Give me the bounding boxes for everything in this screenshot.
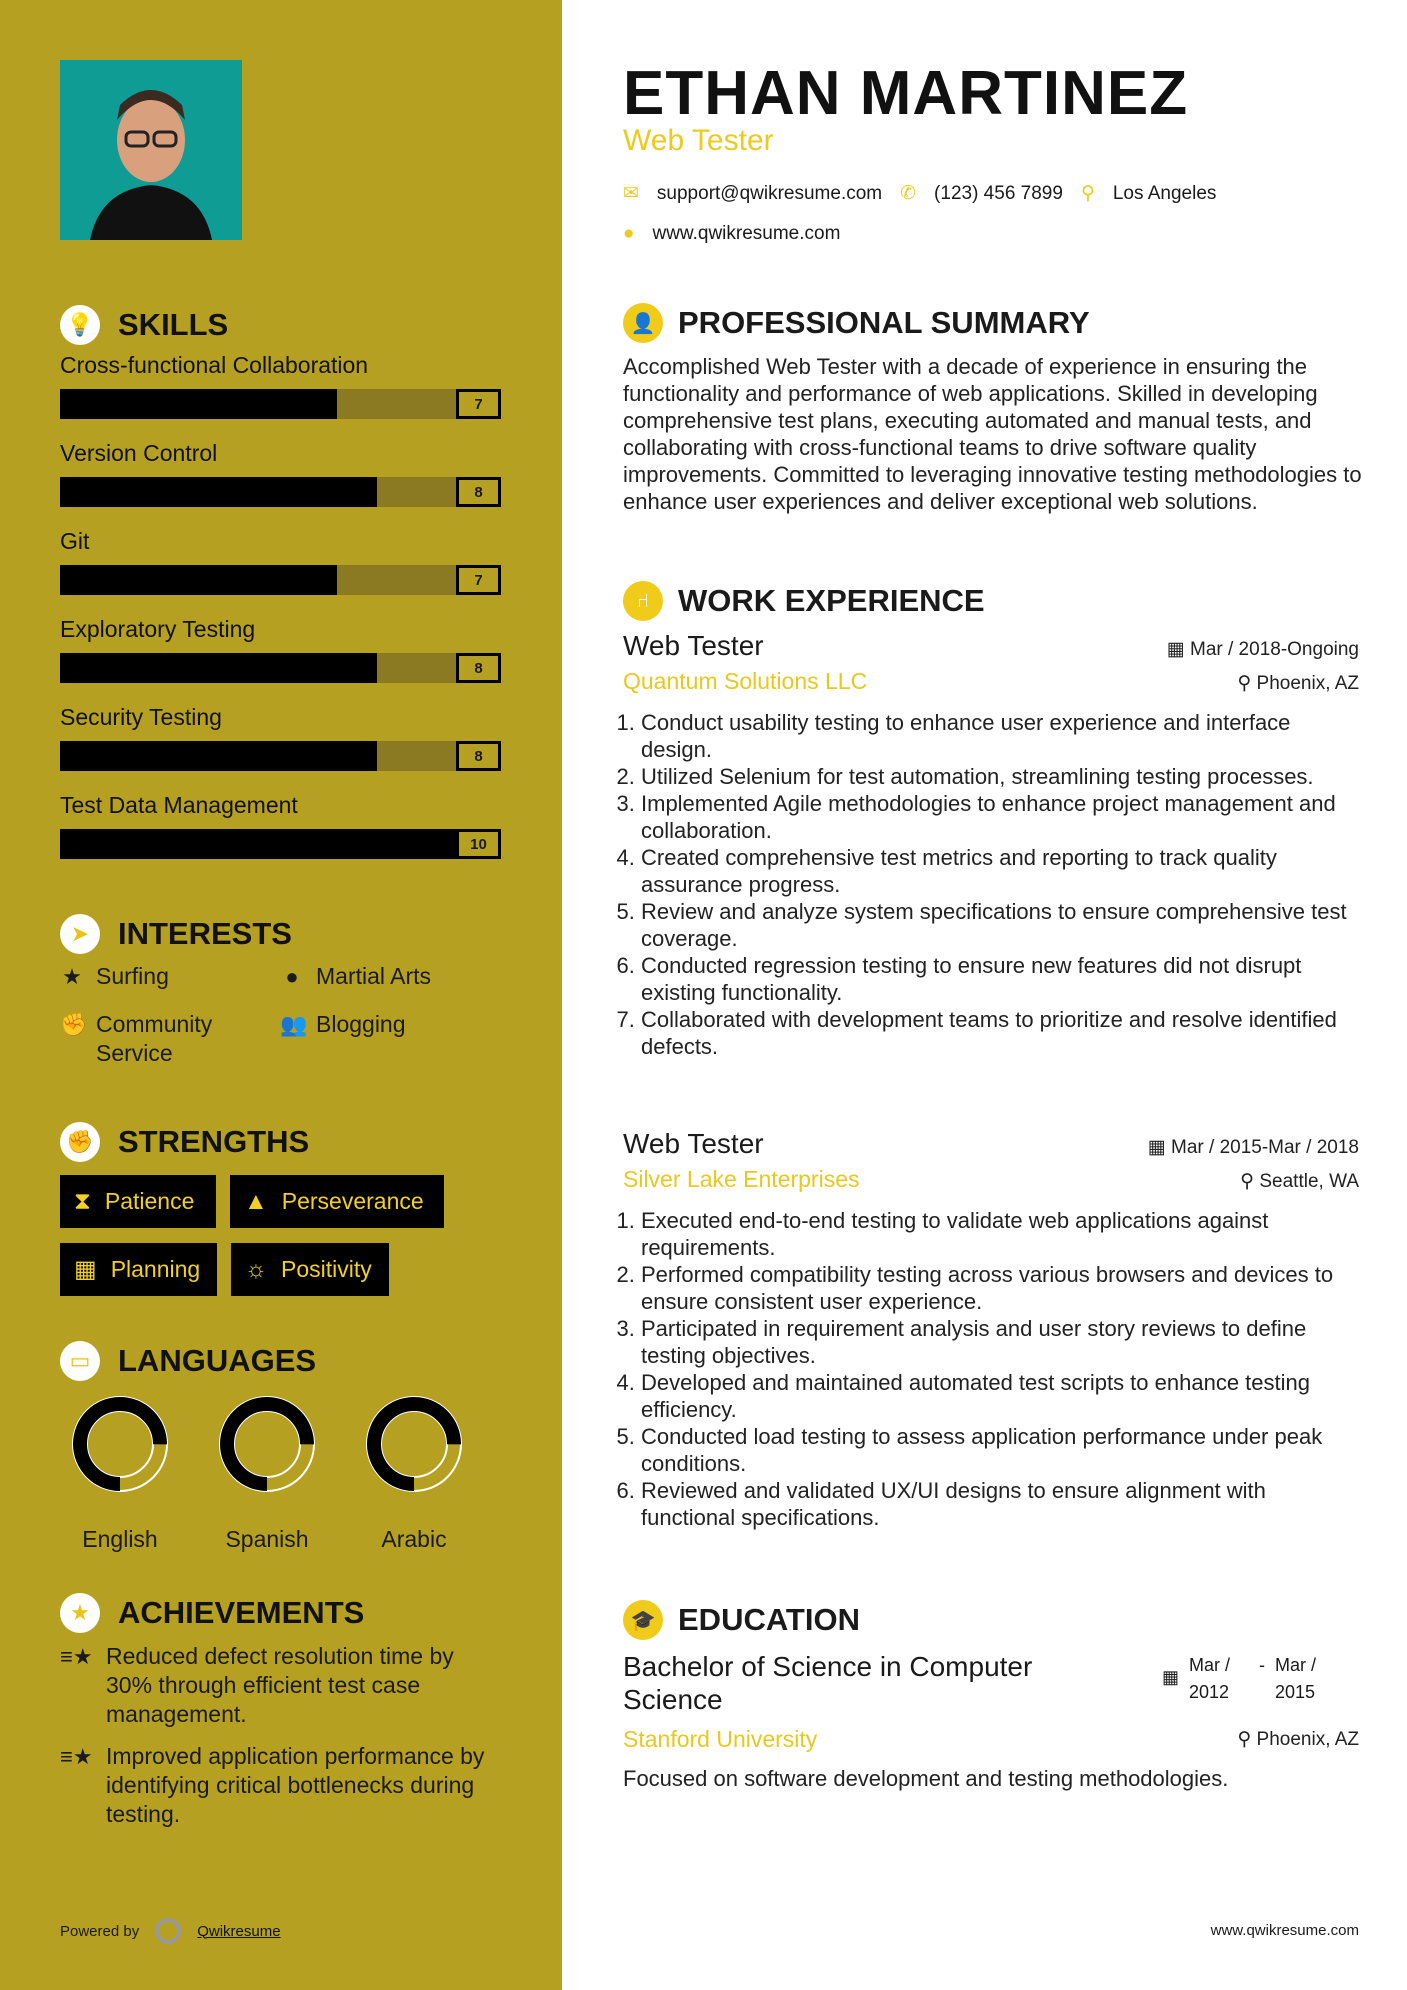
job-dates: Mar / 2018-Ongoing — [1190, 639, 1359, 660]
shooting-star-icon: ≡★ — [60, 1644, 93, 1669]
location-text: Los Angeles — [1112, 182, 1217, 204]
strength-tag: ⧗ Patience — [60, 1175, 216, 1228]
skill-bar — [60, 653, 501, 683]
education-location: ⚲ Phoenix, AZ — [1237, 1729, 1359, 1750]
skill-value: 7 — [456, 389, 501, 419]
road-icon: ▲ — [244, 1187, 268, 1215]
interest-item: ● Martial Arts — [280, 962, 480, 991]
job-bullets — [623, 1207, 1359, 1531]
achievement-item: ≡★ Reduced defect resolution time by 30% through efficient test case management. — [60, 1643, 454, 1727]
users-icon: 👥 — [280, 1012, 308, 1037]
skill-label: Test Data Management — [60, 792, 298, 818]
job-bullet: 1. Executed end-to-end testing to validate web applications against requirements. — [641, 1207, 1359, 1261]
footer-url[interactable]: www.qwikresume.com — [1210, 1922, 1359, 1939]
interests-heading: ➤ INTERESTS — [60, 914, 292, 954]
skill-label: Security Testing — [60, 704, 222, 730]
job-bullet: 3. Implemented Agile methodologies to enhance project management and collaboration. — [641, 790, 1359, 844]
skill-item — [60, 792, 501, 859]
job-bullet: 2. Performed compatibility testing across various browsers and devices to ensure consistent user experience. — [641, 1261, 1359, 1315]
education-description: Focused on software development and testing methodologies. — [623, 1766, 1229, 1791]
job-bullet: 3. Participated in requirement analysis and user story reviews to define testing objectives. — [641, 1315, 1359, 1369]
job-bullet: 5. Conducted load testing to assess application performance under peak conditions. — [641, 1423, 1359, 1477]
work-heading: ⑁ WORK EXPERIENCE — [623, 581, 1359, 621]
job-bullets — [623, 709, 1359, 1060]
language-item — [60, 1392, 180, 1553]
qwikresume-logo-icon — [155, 1918, 181, 1944]
job-bullet: 2. Utilized Selenium for test automation, streamlining testing processes. — [641, 763, 1359, 790]
strength-tag: ▦ Planning — [60, 1243, 217, 1296]
job-entry — [623, 630, 1359, 1060]
globe-icon: ● — [285, 964, 299, 989]
job-bullet: 6. Conducted regression testing to ensure new features did not disrupt existing functionality. — [641, 952, 1359, 1006]
language-donut — [60, 1392, 180, 1496]
job-bullet: 4. Created comprehensive test metrics and reporting to track quality assurance progress. — [641, 844, 1359, 898]
skill-item — [60, 352, 501, 419]
skill-item — [60, 440, 501, 507]
interest-item: ✊ Community Service — [60, 1011, 213, 1066]
skill-bar — [60, 829, 501, 859]
skill-item — [60, 528, 501, 595]
contact-row — [623, 182, 1359, 205]
job-bullet: 4. Developed and maintained automated test scripts to enhance testing efficiency. — [641, 1369, 1359, 1423]
lightbulb-icon: 💡 — [60, 305, 100, 345]
skill-bar-fill — [60, 741, 377, 771]
job-title: Web Tester — [623, 124, 774, 157]
envelope-icon: ✉ — [623, 183, 639, 204]
skill-bar-fill — [60, 477, 377, 507]
skill-bar-fill — [60, 389, 337, 419]
skill-value: 7 — [456, 565, 501, 595]
skill-label: Cross-functional Collaboration — [60, 352, 369, 378]
interest-item: 👥 Blogging — [280, 1011, 406, 1037]
chair-icon: ⑁ — [623, 581, 663, 621]
globe-icon: ● — [623, 223, 635, 244]
skill-label: Git — [60, 528, 90, 554]
star-icon: ★ — [62, 964, 82, 989]
strength-tag: ☼ Positivity — [231, 1243, 389, 1296]
job-bullet: 7. Collaborated with development teams to prioritize and resolve identified defects. — [641, 1006, 1359, 1060]
education-dates: ▦ Mar / 2012 - Mar / 2015 — [1162, 1652, 1335, 1706]
shooting-star-icon: ★ — [60, 1593, 100, 1633]
language-donut — [207, 1392, 327, 1496]
candidate-name: ETHAN MARTINEZ — [623, 59, 1189, 128]
job-entry — [623, 1128, 1359, 1531]
skill-bar — [60, 477, 501, 507]
user-icon: 👤 — [623, 303, 663, 343]
skill-value: 8 — [456, 741, 501, 771]
skill-bar — [60, 389, 501, 419]
language-name: Spanish — [225, 1526, 309, 1552]
language-donut — [354, 1392, 474, 1496]
profile-photo — [60, 60, 242, 240]
fist-icon: ✊ — [60, 1012, 88, 1037]
powered-by: Powered by Qwikresume — [60, 1918, 281, 1944]
skill-value: 10 — [456, 829, 501, 859]
calendar-icon: ▦ — [1162, 1667, 1180, 1687]
skill-value: 8 — [456, 477, 501, 507]
skill-item — [60, 704, 501, 771]
skill-bar — [60, 741, 501, 771]
school-name: Stanford University — [623, 1726, 818, 1752]
job-location: Seattle, WA — [1259, 1171, 1359, 1192]
website-link[interactable]: www.qwikresume.com — [652, 223, 841, 244]
interest-item: ★ Surfing — [60, 962, 260, 991]
map-marker-icon: ⚲ — [1080, 183, 1095, 204]
calendar-icon: ▦ — [1166, 639, 1190, 660]
sun-icon: ☼ — [245, 1255, 267, 1283]
achievements-heading: ★ ACHIEVEMENTS — [60, 1593, 364, 1633]
company-name: Quantum Solutions LLC — [623, 668, 868, 694]
language-item — [354, 1392, 474, 1553]
pin-icon: ⚲ — [1237, 673, 1257, 694]
skill-value: 8 — [456, 653, 501, 683]
phone-text: (123) 456 7899 — [934, 182, 1063, 204]
strengths-heading: ✊ STRENGTHS — [60, 1122, 309, 1162]
job-title: Web Tester — [623, 1128, 764, 1159]
job-bullet: 6. Reviewed and validated UX/UI designs to ensure alignment with functional specifications. — [641, 1477, 1359, 1531]
skill-bar — [60, 565, 501, 595]
fist-icon: ✊ — [60, 1122, 100, 1162]
job-location: Phoenix, AZ — [1256, 673, 1359, 694]
phone-icon: ✆ — [900, 183, 917, 204]
job-bullet: 5. Review and analyze system specifications to ensure comprehensive test coverage. — [641, 898, 1359, 952]
paper-plane-icon: ➤ — [60, 914, 100, 954]
pin-icon: ⚲ — [1237, 1729, 1257, 1750]
language-item — [207, 1392, 327, 1553]
skill-bar-fill — [60, 653, 377, 683]
email-link[interactable]: support@qwikresume.com — [656, 182, 883, 204]
languages-heading: ▭ LANGUAGES — [60, 1341, 316, 1381]
id-card-icon: ▭ — [60, 1341, 100, 1381]
skill-bar-fill — [60, 829, 501, 859]
skills-heading: 💡 SKILLS — [60, 305, 228, 345]
achievement-item: ≡★ Improved application performance by identifying critical bottlenecks during testing. — [60, 1743, 485, 1827]
shooting-star-icon: ≡★ — [60, 1744, 93, 1769]
pin-icon: ⚲ — [1240, 1171, 1260, 1192]
job-bullet: 1. Conduct usability testing to enhance user experience and interface design. — [641, 709, 1359, 763]
company-name: Silver Lake Enterprises — [623, 1166, 860, 1192]
skill-item — [60, 616, 501, 683]
degree-title: Bachelor of Science in Computer Science — [623, 1651, 1033, 1715]
summary-text: Accomplished Web Tester with a decade of experience in ensuring the functionality and performance of web applications. Skilled in developing comprehensive test plans, executing automated and manual tests, and collaborating with cross-functional teams to drive software quality improvements. Committed to leveraging innovative testing methodologies to enhance user experiences and deliver exceptional web solutions. — [623, 354, 1362, 514]
website-row — [623, 223, 1359, 245]
qwikresume-link[interactable]: Qwikresume — [197, 1922, 281, 1940]
education-heading: 🎓 EDUCATION — [623, 1600, 1359, 1640]
skill-bar-fill — [60, 565, 337, 595]
job-dates: Mar / 2015-Mar / 2018 — [1171, 1137, 1359, 1158]
calendar-icon: ▦ — [1147, 1137, 1172, 1158]
hourglass-icon: ⧗ — [74, 1187, 91, 1215]
skill-label: Exploratory Testing — [60, 616, 256, 642]
calendar-icon: ▦ — [74, 1256, 97, 1283]
skill-label: Version Control — [60, 440, 218, 466]
summary-heading: 👤 PROFESSIONAL SUMMARY — [623, 303, 1359, 343]
strength-tag: ▲ Perseverance — [230, 1175, 444, 1228]
job-title: Web Tester — [623, 630, 764, 661]
language-name: Arabic — [381, 1526, 447, 1552]
graduate-icon: 🎓 — [623, 1600, 663, 1640]
language-name: English — [82, 1526, 158, 1552]
